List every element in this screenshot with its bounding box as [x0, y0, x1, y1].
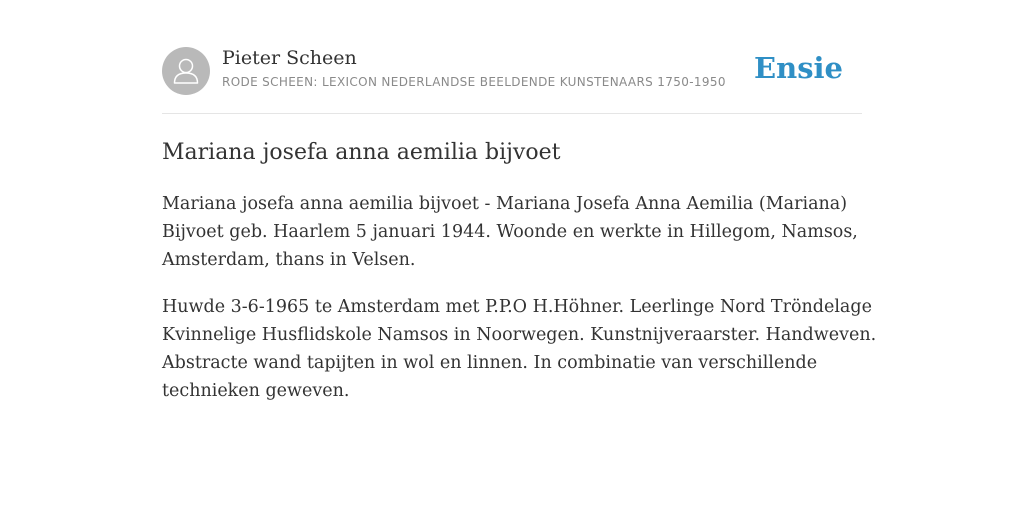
paragraph-line: Abstracte wand tapijten in wol en linnen. In combinatie van verschillende: [162, 353, 818, 373]
paragraph-2: [162, 293, 877, 405]
paragraph-line: Huwde 3-6-1965 te Amsterdam met P.P.O H.Höhner. Leerlinge Nord Tröndelage: [162, 297, 872, 317]
article-header: [162, 46, 862, 96]
brand-logo[interactable]: Ensie: [754, 51, 843, 85]
paragraph-line: Bijvoet geb. Haarlem 5 januari 1944. Woonde en werkte in Hillegom, Namsos,: [162, 222, 858, 242]
source-name[interactable]: RODE SCHEEN: LEXICON NEDERLANDSE BEELDENDE KUNSTENAARS 1750-1950: [222, 75, 726, 89]
avatar[interactable]: [162, 47, 210, 95]
paragraph-line: technieken geweven.: [162, 381, 350, 401]
article-body: [162, 190, 877, 424]
paragraph-line: Kvinnelige Husflidskole Namsos in Noorwegen. Kunstnijveraarster. Handweven.: [162, 325, 877, 345]
page-title: Mariana josefa anna aemilia bijvoet: [162, 140, 561, 165]
paragraph-line: Mariana josefa anna aemilia bijvoet - Mariana Josefa Anna Aemilia (Mariana): [162, 194, 848, 214]
user-silhouette-icon: [162, 47, 210, 95]
author-name[interactable]: Pieter Scheen: [222, 47, 357, 69]
paragraph-1: [162, 190, 862, 274]
header-divider: [162, 113, 862, 114]
paragraph-line: Amsterdam, thans in Velsen.: [162, 250, 416, 270]
